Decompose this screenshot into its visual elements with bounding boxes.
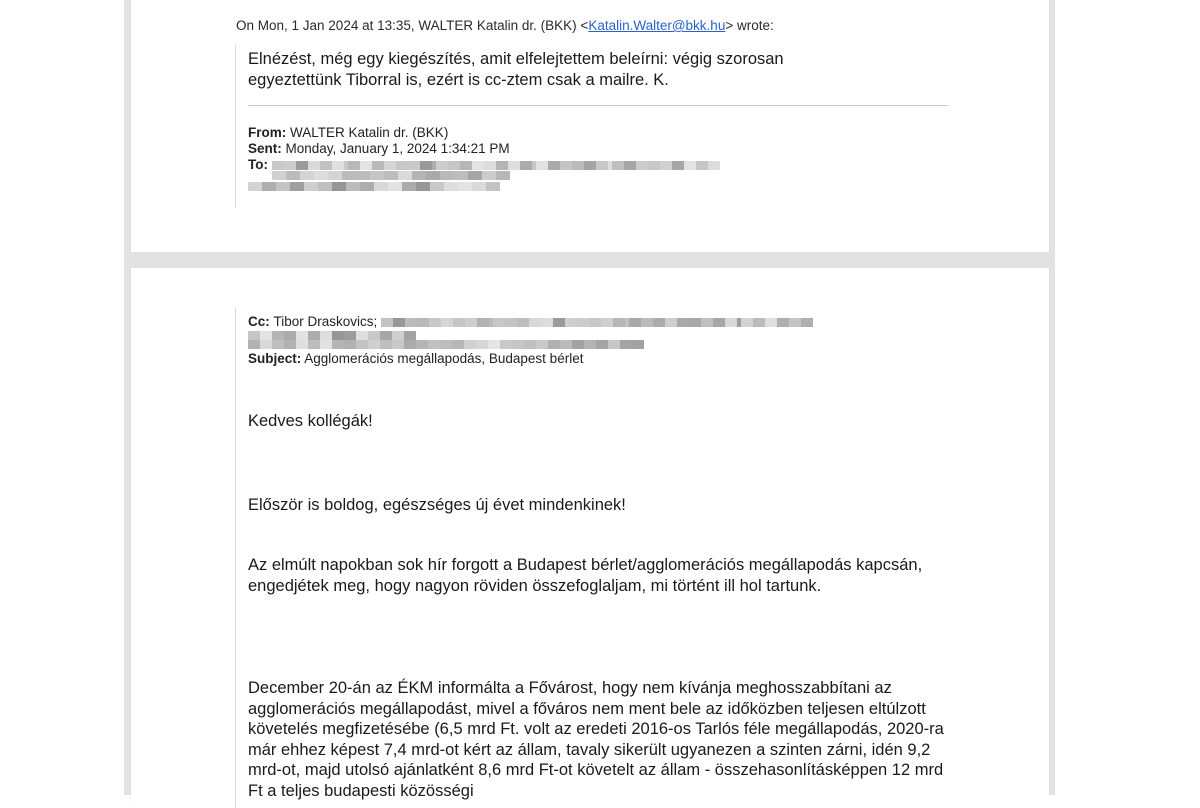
redaction-pixel [560, 161, 572, 170]
redaction-pixel [636, 161, 648, 170]
redaction-pixel [468, 171, 482, 180]
attribution-suffix: > wrote: [725, 18, 774, 33]
redaction-pixel [453, 318, 465, 327]
redaction-pixel [801, 318, 813, 327]
redaction-pixel [476, 340, 488, 349]
redaction-pixel [484, 161, 496, 170]
new-year-paragraph: Először is boldog, egészséges új évet mindenkinek! [248, 496, 626, 514]
redaction-pixel [624, 161, 636, 170]
redaction-pixel [608, 340, 620, 349]
redaction-pixel [500, 340, 512, 349]
redaction-pixel [629, 318, 641, 327]
redaction-pixel [741, 318, 753, 327]
redaction-pixel [672, 161, 684, 170]
redaction-pixel [398, 171, 412, 180]
redaction-pixel [454, 171, 468, 180]
redaction-pixel [272, 171, 286, 180]
subject-line: Subject: Agglomerációs megállapodás, Budapest bérlet [248, 351, 584, 366]
redaction-pixel [374, 182, 388, 191]
redaction-pixel [408, 161, 420, 170]
redaction-pixel [318, 182, 332, 191]
redaction-pixel [360, 182, 374, 191]
redaction-pixel [296, 161, 308, 170]
redaction-pixel [596, 161, 608, 170]
redaction-pixel [460, 161, 472, 170]
redaction-pixel [360, 161, 372, 170]
redaction-pixel [430, 182, 444, 191]
redaction-pixel [296, 340, 308, 349]
redaction-pixel [464, 340, 476, 349]
redaction-pixel [290, 182, 304, 191]
redaction-pixel [440, 340, 452, 349]
redaction-pixel [725, 318, 737, 327]
redaction-pixel [412, 171, 426, 180]
redaction-pixel [512, 340, 524, 349]
redaction-pixel [677, 318, 689, 327]
redaction-pixel [396, 161, 408, 170]
redaction-pixel [548, 161, 560, 170]
redaction-pixel [284, 161, 296, 170]
redaction-pixel [665, 318, 677, 327]
redaction-pixel [356, 340, 368, 349]
redaction-pixel [653, 318, 665, 327]
redaction-pixel [260, 340, 272, 349]
redaction-pixel [508, 161, 520, 170]
redaction-pixel [272, 340, 284, 349]
redaction-pixel [428, 340, 440, 349]
subject-value: Agglomerációs megállapodás, Budapest bérlet [304, 351, 584, 366]
redaction-pixel [308, 340, 320, 349]
redaction-pixel [346, 182, 360, 191]
redaction-pixel [429, 318, 441, 327]
redaction-pixel [553, 318, 565, 327]
redaction-pixel [380, 331, 392, 340]
redaction-pixel [440, 171, 454, 180]
attribution-text: On Mon, 1 Jan 2024 at 13:35, WALTER Katalin dr. (BKK) < [236, 18, 589, 33]
redaction-pixel [584, 161, 596, 170]
redaction-pixel [356, 171, 370, 180]
sender-email-link[interactable]: Katalin.Walter@bkk.hu [588, 18, 726, 33]
redaction-pixel [577, 318, 589, 327]
from-value: WALTER Katalin dr. (BKK) [290, 125, 449, 140]
sent-value: Monday, January 1, 2024 1:34:21 PM [285, 141, 510, 156]
redaction-pixel [404, 331, 416, 340]
redaction-pixel [572, 340, 584, 349]
greeting-paragraph: Kedves kollégák! [248, 412, 373, 430]
redaction-pixel [529, 318, 541, 327]
redaction-pixel [572, 161, 584, 170]
redaction-pixel [477, 318, 489, 327]
redaction-pixel [565, 318, 577, 327]
redaction-pixel [284, 340, 296, 349]
quoted-message-continued [235, 308, 956, 808]
redaction-pixel [328, 171, 342, 180]
redaction-pixel [560, 340, 572, 349]
redaction-pixel [541, 318, 553, 327]
redaction-pixel [536, 161, 548, 170]
redaction-pixel [708, 161, 720, 170]
redaction-pixel [632, 340, 644, 349]
redaction-pixel [342, 171, 356, 180]
redaction-pixel [332, 340, 344, 349]
redaction-pixel [648, 161, 660, 170]
redaction-pixel [765, 318, 777, 327]
redaction-pixel [404, 340, 416, 349]
redaction-pixel [620, 340, 632, 349]
redaction-pixel [344, 331, 356, 340]
redaction-pixel [426, 171, 440, 180]
redaction-pixel [517, 318, 529, 327]
redaction-pixel [660, 161, 672, 170]
redaction-pixel [488, 340, 500, 349]
redaction-pixel [701, 318, 713, 327]
redaction-pixel [368, 340, 380, 349]
redaction-pixel [416, 182, 430, 191]
redaction-pixel [392, 340, 404, 349]
redaction-pixel [493, 318, 505, 327]
redaction-pixel [584, 340, 596, 349]
forwarded-headers-continued [248, 314, 813, 367]
redaction-pixel [601, 318, 613, 327]
redaction-pixel [304, 182, 318, 191]
forwarded-headers [248, 125, 720, 191]
redaction-pixel [308, 331, 320, 340]
redaction-pixel [276, 182, 290, 191]
from-line: From: WALTER Katalin dr. (BKK) [248, 125, 449, 140]
redaction-pixel [300, 171, 314, 180]
redaction-pixel [260, 331, 272, 340]
redaction-pixel [248, 182, 262, 191]
redaction-pixel [441, 318, 453, 327]
redaction-pixel [713, 318, 725, 327]
document-viewer[interactable] [124, 0, 1055, 800]
redaction-pixel [296, 331, 308, 340]
redaction-pixel [248, 340, 260, 349]
redaction-pixel [417, 318, 429, 327]
redaction-pixel [248, 331, 260, 340]
redaction-pixel [452, 340, 464, 349]
redaction-pixel [436, 161, 448, 170]
redaction-pixel [320, 331, 332, 340]
redaction-pixel [348, 161, 360, 170]
redaction-pixel [496, 171, 510, 180]
redaction-pixel [384, 171, 398, 180]
redaction-pixel [612, 161, 624, 170]
email-page-2 [131, 268, 1049, 808]
redaction-pixel [368, 331, 380, 340]
redaction-pixel [320, 340, 332, 349]
header-divider [248, 105, 948, 106]
redaction-pixel [536, 340, 548, 349]
redaction-pixel [486, 182, 500, 191]
redaction-pixel [641, 318, 653, 327]
redaction-pixel [684, 161, 696, 170]
redaction-pixel [524, 340, 536, 349]
sent-line: Sent: Monday, January 1, 2024 1:34:21 PM [248, 141, 510, 156]
redaction-pixel [448, 161, 460, 170]
redaction-pixel [482, 171, 496, 180]
redaction-pixel [589, 318, 601, 327]
to-line: To: [248, 157, 720, 180]
redaction-pixel [465, 318, 477, 327]
redaction-pixel [380, 340, 392, 349]
cc-line: Cc: Tibor Draskovics; [248, 314, 813, 330]
redaction-pixel [356, 331, 368, 340]
redaction-pixel [472, 161, 484, 170]
redaction-pixel [372, 161, 384, 170]
redaction-pixel [444, 182, 458, 191]
redaction-pixel [416, 340, 428, 349]
redaction-pixel [262, 182, 276, 191]
redaction-pixel [789, 318, 801, 327]
reply-attribution [236, 18, 774, 33]
redaction-pixel [472, 182, 486, 191]
redaction-pixel [505, 318, 517, 327]
redaction-pixel [308, 161, 320, 170]
redaction-pixel [393, 318, 405, 327]
redaction-pixel [596, 340, 608, 349]
redaction-pixel [286, 171, 300, 180]
to-redacted-block [272, 160, 720, 180]
quoted-message [235, 45, 956, 208]
december-paragraph: December 20-án az ÉKM informálta a Fővárost, hogy nem kívánja meghosszabbítani az agglomerációs megállapodást, mivel a főváros nem ment bele az időközben teljesen eltúlzott követelés megfizetésébe (6,5 mrd Ft. volt az eredeti 2016-os Tarlós féle megállapodás, 2020-ra már ehhez képest 7,4 mrd-ot kért az állam, tavaly sikerült ugyanezen a szinten zárni, idén 9,2 mrd-ot, majd utolsó ajánlatként 8,6 mrd Ft-ot követelt az állam - összehasonlításképpen 12 mrd Ft a teljes budapesti közösségi [248, 679, 944, 800]
redaction-pixel [332, 161, 344, 170]
quoted-message-text: Elnézést, még egy kiegészítés, amit elfelejtettem beleírni: végig szorosan egyeztettünk Tiborral is, ezért is cc-ztem csak a mailre. K. [248, 50, 784, 89]
redaction-pixel [272, 331, 284, 340]
cc-redacted-block [381, 317, 813, 327]
redaction-pixel [388, 182, 402, 191]
email-page-1 [131, 0, 1049, 252]
redaction-pixel [548, 340, 560, 349]
redaction-pixel [777, 318, 789, 327]
redaction-pixel [496, 161, 508, 170]
redaction-pixel [384, 161, 396, 170]
redaction-pixel [320, 161, 332, 170]
cc-value: Tibor Draskovics; [273, 314, 378, 329]
redaction-pixel [696, 161, 708, 170]
redaction-pixel [458, 182, 472, 191]
redaction-pixel [520, 161, 532, 170]
redaction-pixel [753, 318, 765, 327]
redaction-pixel [284, 331, 296, 340]
redaction-pixel [613, 318, 625, 327]
redaction-pixel [370, 171, 384, 180]
redaction-pixel [392, 331, 404, 340]
redaction-pixel [332, 331, 344, 340]
redaction-pixel [332, 182, 346, 191]
redaction-pixel [314, 171, 328, 180]
redaction-pixel [689, 318, 701, 327]
redaction-pixel [344, 340, 356, 349]
redaction-pixel [405, 318, 417, 327]
redaction-pixel [402, 182, 416, 191]
redaction-pixel [381, 318, 393, 327]
redaction-pixel [272, 161, 284, 170]
redaction-pixel [420, 161, 432, 170]
intro-paragraph: Az elmúlt napokban sok hír forgott a Budapest bérlet/agglomerációs megállapodás kapcsán, engedjétek meg, hogy nagyon röviden összefoglaljam, mi történt ill hol tartunk. [248, 556, 923, 595]
